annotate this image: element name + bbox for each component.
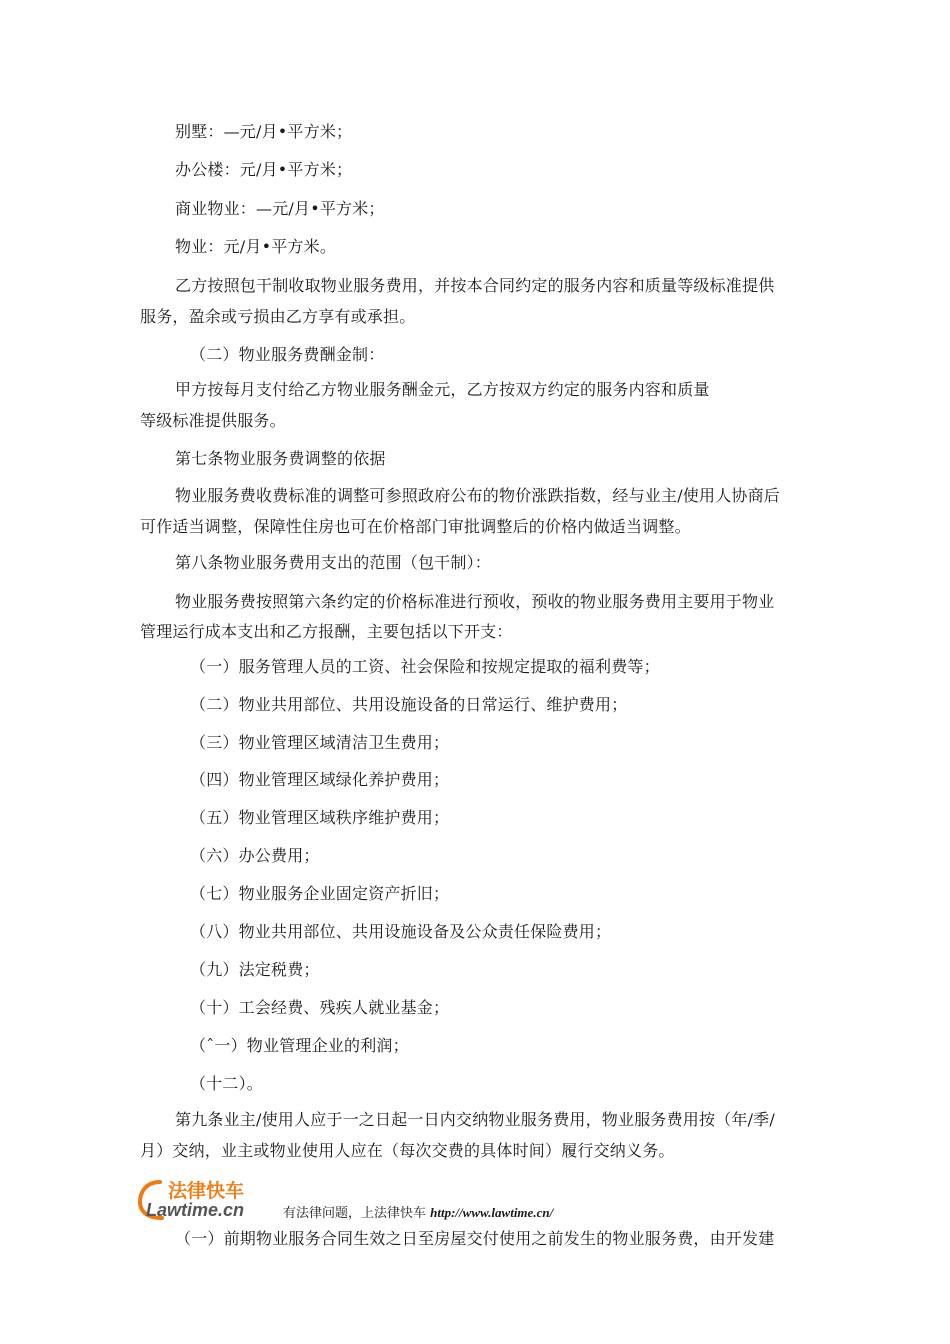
list-item: （九）法定税费； <box>190 960 320 979</box>
text-line: 服务，盈余或亏损由乙方享有或承担。 <box>140 307 416 326</box>
list-item: （ˆ一）物业管理企业的利润； <box>190 1036 409 1055</box>
text-line: 物业服务费按照第六条约定的价格标准进行预收，预收的物业服务费用主要用于物业 <box>175 592 775 611</box>
list-item: （五）物业管理区域秩序维护费用； <box>190 808 450 827</box>
list-item: （二）物业共用部位、共用设施设备的日常运行、维护费用； <box>190 695 628 714</box>
text-line: 办公楼：元/月•平方米； <box>175 160 353 179</box>
svg-text:Lawtime.cn: Lawtime.cn <box>146 1200 245 1220</box>
text-line: （二）物业服务费酬金制： <box>190 345 385 364</box>
list-item: （十）工会经费、残疾人就业基金； <box>190 998 450 1017</box>
footer-line <box>283 1205 553 1222</box>
footer-text: 有法律问题，上法律快车 <box>283 1206 431 1221</box>
text-line: 月）交纳，业主或物业使用人应在（每次交费的具体时间）履行交纳义务。 <box>140 1141 675 1160</box>
text-line: 物业：元/月•平方米。 <box>175 237 337 256</box>
text-line: 物业服务费收费标准的调整可参照政府公布的物价涨跌指数，经与业主/使用人协商后 <box>175 486 780 505</box>
text-line: 甲方按每月支付给乙方物业服务酬金元，乙方按双方约定的服务内容和质量 <box>175 380 710 399</box>
list-item: （一）服务管理人员的工资、社会保险和按规定提取的福利费等； <box>190 657 660 676</box>
list-item: （七）物业服务企业固定资产折旧； <box>190 884 450 903</box>
lawtime-logo <box>138 1176 283 1222</box>
list-item: （四）物业管理区域绿化养护费用； <box>190 770 450 789</box>
footer-url-link[interactable]: http://www.lawtime.cn/ <box>430 1205 554 1220</box>
list-item: （十二）。 <box>190 1074 264 1093</box>
list-item: （六）办公费用； <box>190 846 320 865</box>
text-line: 乙方按照包干制收取物业服务费用，并按本合同约定的服务内容和质量等级标准提供 <box>175 276 775 295</box>
svg-text:法律快车: 法律快车 <box>168 1180 245 1202</box>
text-line: 第七条物业服务费调整的依据 <box>175 449 386 468</box>
text-line: 商业物业：—元/月•平方米； <box>175 199 385 218</box>
text-line: 等级标准提供服务。 <box>140 411 286 430</box>
text-line: 第八条物业服务费用支出的范围（包干制）： <box>175 553 492 572</box>
list-item: （八）物业共用部位、共用设施设备及公众责任保险费用； <box>190 922 612 941</box>
text-line: 别墅：—元/月•平方米； <box>175 122 353 141</box>
text-line: 第九条业主/使用人应于一之日起一日内交纳物业服务费用，物业服务费用按（年/季/ <box>175 1110 775 1129</box>
text-line: 管理运行成本支出和乙方报酬，主要包括以下开支： <box>140 622 513 641</box>
list-item: （三）物业管理区域清洁卫生费用； <box>190 733 450 752</box>
text-line: （一）前期物业服务合同生效之日至房屋交付使用之前发生的物业服务费，由开发建 <box>175 1229 775 1248</box>
text-line: 可作适当调整，保障性住房也可在价格部门审批调整后的价格内做适当调整。 <box>140 517 691 536</box>
